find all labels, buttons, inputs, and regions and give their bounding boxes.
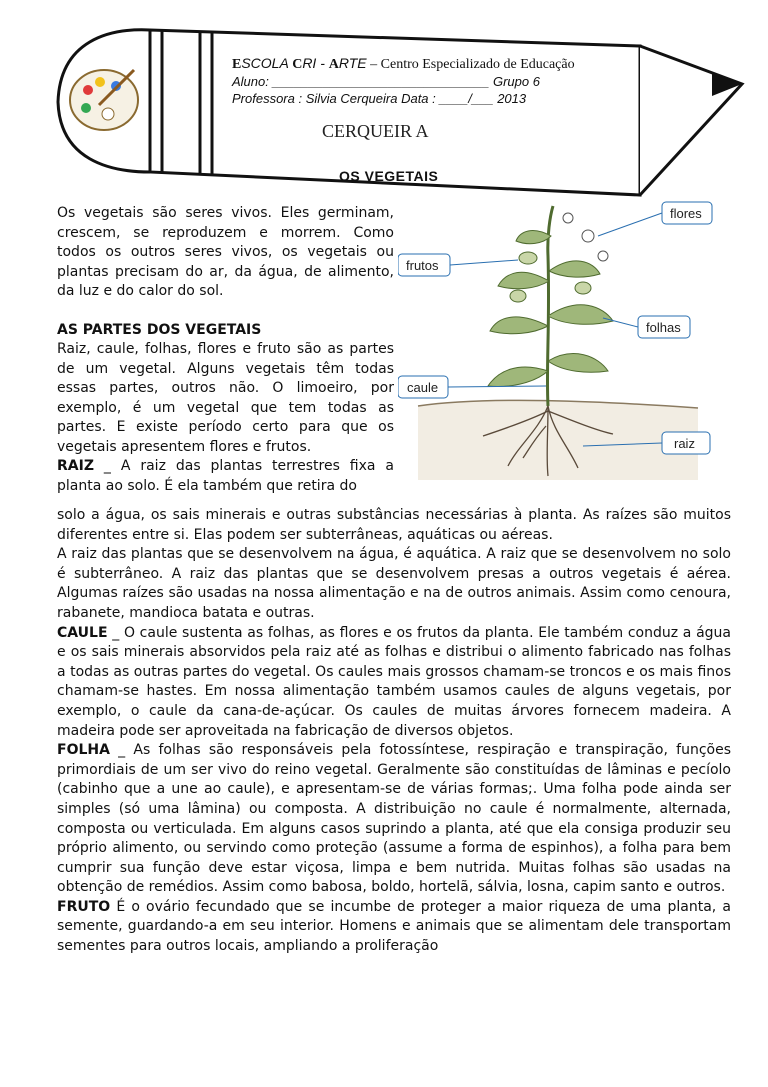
raiz-intro — [57, 457, 394, 496]
aluno-line[interactable]: Aluno: ______________________________ Grupo 6 — [232, 74, 540, 89]
raiz-label: RAIZ — [57, 458, 94, 474]
school-word-ri: RI - — [302, 55, 329, 71]
caule-text: _ O caule sustenta as folhas, as flores e os frutos da planta. Ele também conduz a água e os sais minerais absorvidos pela raiz até as folhas e distribui o alimento fabricado nas folhas a todas as outras partes do vegetal. Os caules mais grossos chamam-se troncos e os mais finos chamam-se hastes. Em nossa alimentação também usamos caules de alguns vegetais, por exemplo, o caule da cana-de-açúcar. Os caules de muitas árvores fornecem madeira. A madeira pode ser aproveitada na fabricação de diversos objetos. — [57, 624, 731, 739]
raiz-text-a: _ A raiz das plantas terrestres fixa a planta ao solo. É ela também que retira do — [57, 458, 394, 494]
fruto-paragraph — [57, 898, 731, 957]
page-title: OS VEGETAIS — [339, 168, 439, 184]
pencil-header — [0, 0, 768, 200]
caule-label: CAULE — [57, 624, 108, 641]
caule-paragraph — [57, 624, 731, 742]
school-word-rte: RTE — [338, 55, 367, 71]
raiz-paragraph-b: solo a água, os sais minerais e outras substâncias necessárias à planta. As raízes são muitos diferentes entre si. Elas podem ser subterrâneas, aquáticas ou aéreas. — [57, 507, 731, 543]
full-width-text — [57, 506, 731, 957]
folha-text: _ As folhas são responsáveis pela fotossíntese, respiração e transpiração, funções primordiais de um ser vivo do reino vegetal. Geralmente são constituídas de lâminas e pecíolo (cabinho que a une ao caule), e apresentam-se de várias formas;. Uma folha pode ainda ser simples (só uma lâmina) ou composta. A distribuição no caule é normalmente, alternada, composta ou verticulada. Em alguns casos suprindo a planta, até que ela consiga produzir seu próprio alimento, ou servindo como proteção (assume a forma de espinhos), a folha para bem cumprir sua função deve estar viçosa, limpa e bem nutrida. Muitas folhas são usadas na obtenção de remédios. Assim como babosa, boldo, hortelã, sálvia, losna, capim santo e outros. — [57, 742, 731, 896]
fruto-label: FRUTO — [57, 898, 111, 915]
raiz-paragraph-c: A raiz das plantas que se desenvolvem na água, é aquática. A raiz que se desenvolvem no solo é subterrâneo. A raiz das plantas que se desenvolvem presas a outros vegetais é aérea. Algumas raízes são usadas na nossa alimentação e na de outros animais. Assim como cenoura, rabanete, mandioca batata e outras. — [57, 546, 731, 621]
school-word-scola: SCOLA — [241, 55, 293, 71]
school-initial-e: E — [232, 57, 242, 72]
intro-paragraph: Os vegetais são seres vivos. Eles germinam, crescem, se reproduzem e morrem. Como todos os outros seres vivos, os vegetais ou plantas precisam do ar, da água, de alimento, da luz e do calor do sol. — [57, 205, 394, 299]
label-raiz-text: raiz — [674, 436, 695, 451]
label-flores — [598, 202, 712, 236]
label-flores-text: flores — [670, 206, 702, 221]
header-info — [232, 55, 602, 107]
fruto-text: É o ovário fecundado que se incumbe de proteger a maior riqueza de uma planta, a semente, guardando-a em seu interior. Homens e animais que se alimentam dele transportam sementes para outros locais, ampliando a proliferação — [57, 898, 731, 955]
school-subtitle: – Centro Especializado de Educação — [366, 57, 575, 72]
label-caule-text: caule — [407, 380, 439, 395]
label-frutos — [398, 254, 518, 276]
overlay-name: CERQUEIR A — [322, 121, 429, 141]
partes-heading: AS PARTES DOS VEGETAIS — [57, 321, 262, 338]
professora-line: Professora : Silvia Cerqueira Data : ____/___ 2013 — [232, 91, 527, 106]
label-folhas — [603, 316, 690, 338]
palette-logo — [70, 70, 138, 130]
label-folhas-text: folhas — [646, 320, 681, 335]
left-column — [57, 204, 394, 496]
folha-paragraph — [57, 741, 731, 898]
plant-diagram — [398, 196, 723, 480]
school-name — [232, 55, 602, 73]
label-frutos-text: frutos — [406, 258, 439, 273]
school-initial-c: C — [292, 57, 303, 72]
folha-label: FOLHA — [57, 742, 110, 759]
partes-paragraph: Raiz, caule, folhas, flores e fruto são as partes de um vegetal. Alguns vegetais têm todas essas partes, outros não. O limoeiro, por exemplo, é um vegetal que tem todas as partes. E existe período certo para que os vegetais apresentem flores e frutos. — [57, 341, 394, 455]
school-initial-a: A — [328, 57, 339, 72]
